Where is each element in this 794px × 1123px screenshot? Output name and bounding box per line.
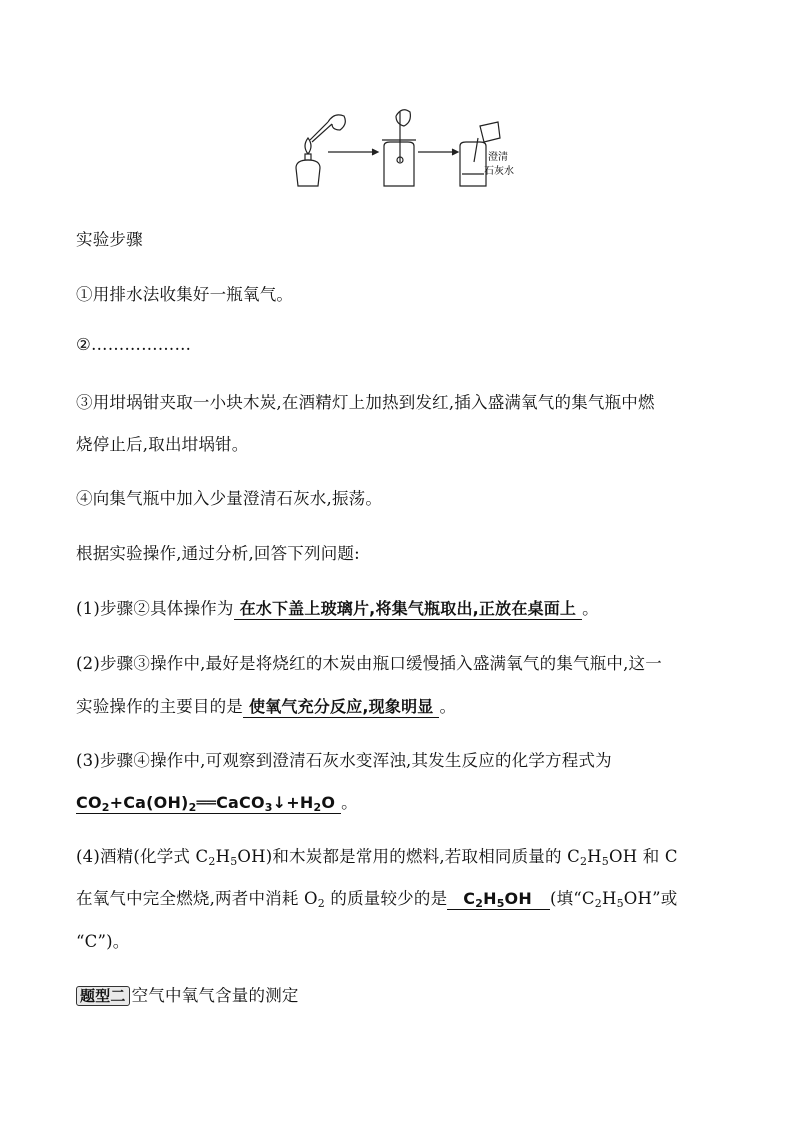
q4-sub: 2 <box>208 855 216 868</box>
hand-1 <box>328 115 345 130</box>
q4-sub: 2 <box>317 897 325 910</box>
q4-text: 的质量较少的是 <box>324 889 448 908</box>
q4-text: OH”或 <box>623 889 678 908</box>
ans-part: H <box>483 889 497 908</box>
q4-text: OH)和木炭都是常用的燃料,若取相同质量的 C <box>237 847 580 866</box>
question-3-line-1: (3)步骤④操作中,可观察到澄清石灰水变浑浊,其发生反应的化学方程式为 <box>76 751 612 770</box>
step-4: ④向集气瓶中加入少量澄清石灰水,振荡。 <box>76 489 383 508</box>
eq-part: O <box>321 793 336 812</box>
q4-text: 在氧气中完全燃烧,两者中消耗 O <box>76 889 318 908</box>
q4-text: H <box>601 889 617 908</box>
eq-sub: 2 <box>101 801 110 814</box>
label-limewater: 石灰水 <box>484 166 514 177</box>
q2-answer: 使氧气充分反应,现象明显 <box>249 697 434 716</box>
eq-sub: 3 <box>264 801 273 814</box>
question-4-line-2 <box>76 885 677 910</box>
ans-part: OH <box>504 889 532 908</box>
experiment-diagram <box>288 102 518 192</box>
ans-sub: 5 <box>496 897 505 910</box>
q4-answer <box>463 889 532 908</box>
q4-text: OH 和 C <box>608 847 678 866</box>
q4-text: (4)酒精(化学式 C <box>76 847 209 866</box>
eq-sub: 2 <box>188 801 197 814</box>
question-4-line-3: “C”)。 <box>76 932 130 951</box>
q2-suffix: 。 <box>439 697 457 716</box>
crucible-tongs <box>310 122 332 142</box>
eq-arrow: ══ <box>196 793 217 812</box>
question-2-line-2 <box>76 693 456 718</box>
q1-prefix: (1)步骤②具体操作为 <box>76 599 234 618</box>
experiment-figure <box>288 102 518 192</box>
q4-text: H <box>215 847 231 866</box>
q1-answer-blank <box>234 600 583 620</box>
q3-answer-blank <box>76 794 341 814</box>
question-type-badge: 题型二 <box>76 986 130 1006</box>
eq-sub: 2 <box>313 801 322 814</box>
ans-part: C <box>463 889 476 908</box>
step-2: ②……………… <box>76 335 192 354</box>
q2-prefix: 实验操作的主要目的是 <box>76 697 243 716</box>
q4-sub: 5 <box>601 855 609 868</box>
q4-sub: 5 <box>616 897 624 910</box>
q4-sub: 2 <box>594 897 602 910</box>
question-3-equation <box>76 789 358 814</box>
q3-equation <box>76 793 335 812</box>
q1-suffix: 。 <box>582 599 599 618</box>
steps-heading: 实验步骤 <box>76 230 143 249</box>
section-title: 空气中氧气含量的测定 <box>131 986 299 1005</box>
gas-jar-2 <box>384 142 414 186</box>
beaker <box>480 122 500 142</box>
step-1: ①用排水法收集好一瓶氧气。 <box>76 285 294 304</box>
q3-suffix: 。 <box>341 793 358 812</box>
alcohol-lamp <box>296 160 320 186</box>
gas-jar-3 <box>460 142 486 186</box>
hand-2 <box>396 110 410 126</box>
question-1 <box>76 595 599 620</box>
ans-sub: 2 <box>475 897 484 910</box>
q2-answer-blank <box>243 698 439 718</box>
eq-part: CaCO <box>216 793 265 812</box>
flame <box>305 138 311 154</box>
step-3-line-1: ③用坩埚钳夹取一小块木炭,在酒精灯上加热到发红,插入盛满氧气的集气瓶中燃 <box>76 393 655 412</box>
label-clear: 澄清 <box>488 152 508 163</box>
q4-sub: 2 <box>579 855 588 868</box>
question-2-line-1: (2)步骤③操作中,最好是将烧红的木炭由瓶口缓慢插入盛满氧气的集气瓶中,这一 <box>76 654 662 673</box>
eq-part: ↓+H <box>272 793 314 812</box>
q4-answer-blank <box>447 890 550 910</box>
q1-answer: 在水下盖上玻璃片,将集气瓶取出,正放在桌面上 <box>239 599 577 618</box>
section-heading <box>76 982 299 1006</box>
eq-part: +Ca(OH) <box>109 793 189 812</box>
q4-text: H <box>587 847 602 866</box>
step-3-line-2: 烧停止后,取出坩埚钳。 <box>76 435 249 454</box>
question-4-line-1 <box>76 843 678 867</box>
q4-text: (填“C <box>549 889 595 908</box>
q4-sub: 5 <box>230 855 238 868</box>
eq-part: CO <box>76 793 102 812</box>
intro-text: 根据实验操作,通过分析,回答下列问题: <box>76 544 360 563</box>
